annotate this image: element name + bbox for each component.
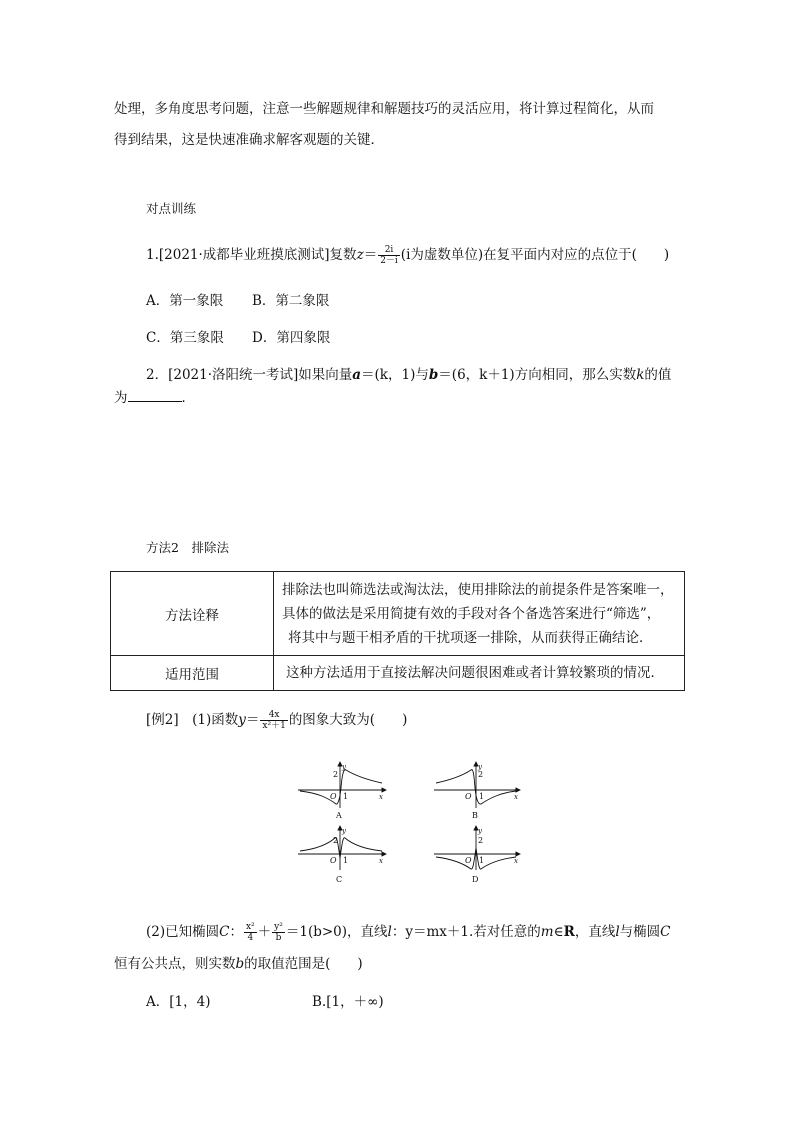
- svg-text:1: 1: [479, 856, 485, 865]
- svg-text:O: O: [465, 856, 472, 865]
- q1-option-a: A．第一象限: [146, 293, 224, 309]
- method-explanation-label: 方法诠释: [111, 572, 274, 656]
- example-2-part-1: [例2] (1)函数y＝ $\frac{4x}{\text{x²＋1}}$ 的图象大致为( ): [146, 710, 408, 731]
- example-option-b: B.[1，＋∞): [312, 994, 384, 1010]
- svg-text:O: O: [465, 792, 472, 801]
- svg-text:x: x: [379, 857, 383, 865]
- method-row-scope: [111, 656, 685, 691]
- method-title: 方法2 排除法: [146, 540, 229, 555]
- method-scope-text: 这种方法适用于直接法解决问题很困难或者计算较繁琐的情况．: [274, 656, 685, 691]
- q1-option-b: B．第二象限: [252, 293, 330, 309]
- method-table: [110, 571, 685, 691]
- method-row-explanation: [111, 572, 685, 656]
- intro-line-2: 得到结果，这是快速准确求解客观题的关键．: [114, 132, 384, 148]
- example-2-part-2: (2)已知椭圆C： $\frac{\text{x²}}{4}$ ＋ $\frac{\text{y²}}{b}$ ＝1(b>0)，直线l：y＝mx＋1.若对任意的m∈R，直线l与椭圆C: [146, 922, 671, 943]
- svg-text:y: y: [342, 763, 346, 771]
- svg-text:1: 1: [343, 792, 349, 801]
- q1-option-d: D．第四象限: [252, 330, 331, 346]
- svg-text:y: y: [478, 827, 482, 835]
- question-2: 2．[2021·洛阳统一考试]如果向量a＝(k，1)与b＝(6，k＋1)方向相同，那么实数k的值: [146, 367, 672, 383]
- method-explanation-text: 排除法也叫筛选法或淘汰法，使用排除法的前提条件是答案唯一， 具体的做法是采用简捷有效的手段对各个备选答案进行“筛选”， 将其中与题干相矛盾的干扰项逐一排除，从而获得正确结论．: [274, 572, 685, 656]
- svg-text:A: A: [336, 811, 342, 820]
- function-graphs: [290, 758, 526, 892]
- example-fraction: $\frac{4x}{\text{x²＋1}}$: [262, 710, 286, 731]
- svg-text:y: y: [478, 763, 482, 771]
- answer-blank[interactable]: [128, 389, 182, 402]
- svg-text:2: 2: [478, 770, 484, 779]
- svg-text:2: 2: [333, 836, 339, 845]
- question-1: 1.[2021·成都毕业班摸底测试]复数z＝ $\frac{2i}{2-i}$ (i为虚数单位)在复平面内对应的点位于( ): [146, 245, 670, 266]
- q1-fraction: $\frac{2i}{2-i}$: [380, 245, 398, 266]
- svg-text:2: 2: [333, 770, 339, 779]
- example-2-part-2-line-2: 恒有公共点，则实数b的取值范围是( ): [114, 956, 363, 972]
- svg-text:2: 2: [478, 836, 484, 845]
- ellipse-fraction-y: $\frac{\text{y²}}{b}$: [274, 922, 283, 943]
- svg-text:y: y: [342, 827, 346, 835]
- svg-text:O: O: [330, 792, 337, 801]
- svg-text:C: C: [336, 875, 343, 884]
- example-option-a: A．[1，4): [146, 994, 211, 1010]
- practice-heading: 对点训练: [146, 201, 197, 216]
- svg-text:x: x: [514, 793, 518, 801]
- method-scope-label: 适用范围: [111, 656, 274, 691]
- svg-text:1: 1: [479, 792, 485, 801]
- intro-line-1: 处理，多角度思考问题，注意一些解题规律和解题技巧的灵活应用，将计算过程简化，从而: [114, 101, 654, 117]
- svg-text:O: O: [330, 856, 337, 865]
- q1-option-c: C．第三象限: [146, 330, 224, 346]
- ellipse-fraction-x: $\frac{\text{x²}}{4}$: [245, 922, 255, 943]
- svg-text:D: D: [472, 875, 479, 884]
- question-2-line-2: 为 ．: [114, 390, 195, 406]
- svg-text:x: x: [514, 857, 518, 865]
- svg-text:x: x: [379, 793, 383, 801]
- svg-text:1: 1: [343, 856, 349, 865]
- svg-text:B: B: [472, 811, 478, 820]
